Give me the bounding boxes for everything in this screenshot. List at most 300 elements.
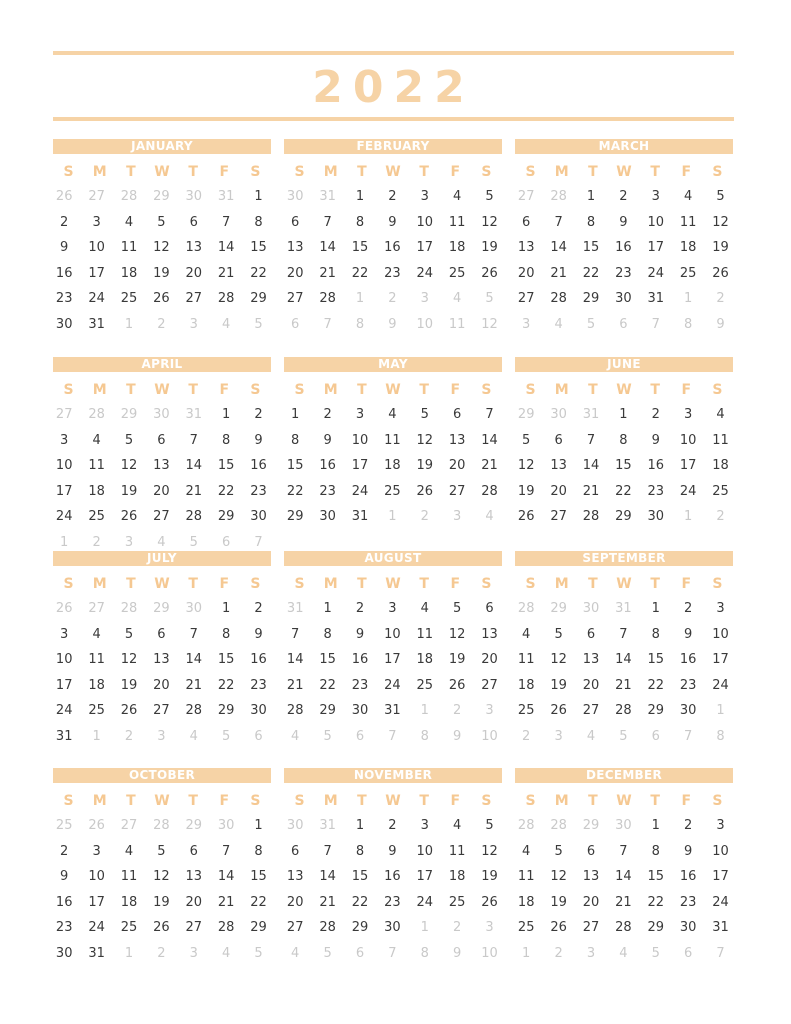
outside-day: 8 bbox=[420, 728, 429, 744]
day-cell: 7 bbox=[586, 432, 596, 448]
day-cell: 8 bbox=[355, 843, 365, 859]
outside-day: 29 bbox=[153, 601, 170, 616]
day-grid bbox=[48, 596, 275, 750]
day-cell: 3 bbox=[716, 601, 725, 616]
day-cell: 3 bbox=[684, 407, 693, 422]
outside-day: 5 bbox=[651, 945, 660, 961]
weekday-label: T bbox=[357, 793, 367, 809]
day-cell: 6 bbox=[157, 626, 166, 642]
month-february bbox=[284, 139, 502, 338]
outside-day: 6 bbox=[355, 728, 365, 744]
day-cell: 9 bbox=[619, 214, 628, 230]
day-cell: 5 bbox=[522, 432, 531, 448]
day-cell: 11 bbox=[712, 432, 729, 448]
day-cell: 30 bbox=[351, 703, 369, 719]
day-cell: 29 bbox=[250, 920, 267, 936]
day-cell: 24 bbox=[88, 291, 105, 307]
day-cell: 11 bbox=[679, 214, 697, 230]
day-cell: 19 bbox=[448, 652, 466, 668]
day-cell: 22 bbox=[647, 677, 665, 693]
day-cell: 27 bbox=[582, 920, 600, 936]
month-june bbox=[515, 357, 733, 530]
weekday-label: M bbox=[323, 382, 338, 398]
day-cell: 30 bbox=[250, 509, 267, 525]
weekday-label: T bbox=[588, 793, 598, 809]
day-cell: 21 bbox=[615, 677, 632, 693]
weekday-label: T bbox=[188, 164, 198, 180]
weekday-label: M bbox=[554, 382, 569, 398]
day-cell: 27 bbox=[286, 920, 304, 936]
day-cell: 3 bbox=[60, 626, 69, 642]
day-cell: 11 bbox=[517, 869, 535, 885]
day-cell: 22 bbox=[615, 483, 632, 499]
day-cell: 27 bbox=[286, 291, 304, 307]
day-cell: 5 bbox=[716, 189, 725, 204]
day-cell: 14 bbox=[615, 869, 632, 885]
day-cell: 7 bbox=[554, 214, 563, 230]
outside-day: 2 bbox=[388, 291, 397, 307]
day-cell: 25 bbox=[384, 483, 401, 499]
outside-day: 4 bbox=[222, 316, 231, 332]
day-cell: 20 bbox=[517, 265, 535, 281]
weekday-label: W bbox=[385, 576, 401, 592]
day-cell: 28 bbox=[615, 703, 632, 719]
weekday-label: F bbox=[219, 793, 230, 809]
day-cell: 15 bbox=[286, 458, 304, 474]
day-cell: 9 bbox=[60, 869, 69, 885]
outside-day: 31 bbox=[217, 189, 235, 204]
outside-day: 3 bbox=[554, 728, 563, 744]
month-may bbox=[284, 357, 502, 530]
day-cell: 14 bbox=[185, 458, 203, 474]
day-cell: 19 bbox=[550, 677, 567, 693]
day-cell: 7 bbox=[323, 214, 332, 230]
weekday-label: S bbox=[481, 576, 492, 592]
day-cell: 17 bbox=[712, 869, 729, 885]
day-cell: 6 bbox=[522, 214, 531, 230]
day-cell: 20 bbox=[185, 265, 203, 281]
page-title: 2022 bbox=[312, 62, 475, 113]
day-cell: 2 bbox=[684, 818, 693, 833]
day-cell: 18 bbox=[517, 677, 535, 693]
day-cell: 4 bbox=[124, 843, 134, 859]
day-cell: 26 bbox=[481, 894, 498, 910]
day-cell: 14 bbox=[217, 240, 235, 256]
day-cell: 31 bbox=[647, 291, 665, 307]
outside-day: 4 bbox=[189, 728, 198, 744]
day-cell: 24 bbox=[416, 265, 434, 281]
day-cell: 3 bbox=[651, 189, 660, 204]
day-cell: 28 bbox=[217, 920, 235, 936]
day-cell: 2 bbox=[355, 601, 365, 616]
day-cell: 14 bbox=[582, 458, 600, 474]
day-cell: 28 bbox=[319, 920, 336, 936]
day-cell: 8 bbox=[254, 214, 263, 230]
outside-day: 7 bbox=[323, 316, 332, 332]
month-april bbox=[53, 357, 271, 556]
weekday-row bbox=[515, 793, 733, 809]
outside-day: 28 bbox=[120, 189, 138, 204]
day-cell: 18 bbox=[448, 869, 466, 885]
outside-day: 10 bbox=[481, 945, 498, 961]
day-cell: 22 bbox=[217, 483, 235, 499]
weekday-label: T bbox=[588, 382, 598, 398]
weekday-row bbox=[53, 164, 271, 180]
outside-day: 28 bbox=[517, 601, 535, 616]
outside-day: 3 bbox=[189, 945, 198, 961]
weekday-label: F bbox=[219, 164, 230, 180]
weekday-label: F bbox=[219, 382, 230, 398]
day-cell: 14 bbox=[217, 869, 235, 885]
day-cell: 19 bbox=[416, 458, 434, 474]
day-cell: 26 bbox=[550, 920, 567, 936]
outside-day: 7 bbox=[388, 945, 397, 961]
day-cell: 21 bbox=[217, 894, 235, 910]
day-cell: 25 bbox=[517, 920, 535, 936]
day-cell: 17 bbox=[679, 458, 697, 474]
day-cell: 17 bbox=[88, 265, 105, 281]
day-cell: 23 bbox=[384, 265, 401, 281]
month-header: MARCH bbox=[515, 139, 733, 154]
day-cell: 15 bbox=[351, 240, 369, 256]
day-cell: 31 bbox=[384, 703, 401, 719]
day-cell: 24 bbox=[647, 265, 665, 281]
day-cell: 1 bbox=[254, 818, 263, 833]
day-cell: 14 bbox=[615, 652, 632, 668]
day-cell: 7 bbox=[619, 843, 628, 859]
day-cell: 23 bbox=[250, 483, 267, 499]
day-cell: 2 bbox=[60, 843, 69, 859]
outside-day: 30 bbox=[582, 601, 600, 616]
day-cell: 24 bbox=[88, 920, 105, 936]
weekday-label: S bbox=[712, 382, 723, 398]
month-july bbox=[53, 551, 271, 750]
outside-day: 5 bbox=[323, 945, 332, 961]
outside-day: 6 bbox=[355, 945, 365, 961]
weekday-label: F bbox=[681, 793, 692, 809]
weekday-label: T bbox=[126, 576, 136, 592]
day-cell: 11 bbox=[120, 240, 138, 256]
outside-day: 4 bbox=[291, 945, 300, 961]
day-cell: 15 bbox=[319, 652, 336, 668]
day-cell: 5 bbox=[485, 818, 494, 833]
outside-day: 6 bbox=[684, 945, 693, 961]
outside-day: 2 bbox=[157, 316, 166, 332]
outside-day: 7 bbox=[684, 728, 693, 744]
weekday-row bbox=[515, 576, 733, 592]
month-header: APRIL bbox=[53, 357, 271, 372]
day-cell: 5 bbox=[124, 626, 134, 642]
day-cell: 28 bbox=[286, 703, 304, 719]
day-cell: 25 bbox=[120, 920, 138, 936]
weekday-label: W bbox=[616, 164, 632, 180]
weekday-row bbox=[53, 576, 271, 592]
day-cell: 7 bbox=[189, 432, 198, 448]
day-cell: 7 bbox=[323, 843, 332, 859]
day-cell: 4 bbox=[388, 407, 397, 422]
outside-day: 28 bbox=[517, 818, 535, 833]
weekday-label: S bbox=[481, 382, 492, 398]
outside-day: 30 bbox=[185, 601, 203, 616]
day-cell: 30 bbox=[679, 920, 697, 936]
day-cell: 26 bbox=[416, 483, 434, 499]
day-grid bbox=[510, 402, 737, 530]
day-cell: 31 bbox=[55, 728, 73, 744]
day-cell: 25 bbox=[88, 703, 105, 719]
month-november bbox=[284, 768, 502, 967]
weekday-label: W bbox=[616, 576, 632, 592]
day-cell: 12 bbox=[448, 626, 466, 642]
outside-day: 5 bbox=[222, 728, 231, 744]
outside-day: 4 bbox=[222, 945, 231, 961]
outside-day: 31 bbox=[582, 407, 600, 422]
day-cell: 11 bbox=[416, 626, 434, 642]
day-cell: 6 bbox=[485, 601, 494, 616]
bottom-divider bbox=[53, 117, 734, 121]
outside-day: 5 bbox=[189, 534, 198, 550]
outside-day: 3 bbox=[522, 316, 531, 332]
outside-day: 8 bbox=[355, 316, 365, 332]
outside-day: 1 bbox=[124, 316, 134, 332]
day-cell: 27 bbox=[185, 291, 203, 307]
day-cell: 5 bbox=[420, 407, 429, 422]
weekday-row bbox=[53, 382, 271, 398]
day-cell: 23 bbox=[351, 677, 369, 693]
day-cell: 29 bbox=[217, 509, 235, 525]
day-cell: 24 bbox=[55, 703, 73, 719]
weekday-label: M bbox=[323, 793, 338, 809]
day-cell: 17 bbox=[712, 652, 729, 668]
day-cell: 15 bbox=[582, 240, 600, 256]
day-cell: 16 bbox=[250, 458, 267, 474]
day-cell: 24 bbox=[679, 483, 697, 499]
day-cell: 9 bbox=[355, 626, 365, 642]
outside-day: 8 bbox=[716, 728, 725, 744]
day-cell: 17 bbox=[351, 458, 369, 474]
day-cell: 9 bbox=[651, 432, 660, 448]
outside-day: 27 bbox=[517, 189, 535, 204]
day-cell: 12 bbox=[120, 458, 138, 474]
day-cell: 7 bbox=[619, 626, 628, 642]
day-cell: 18 bbox=[712, 458, 729, 474]
day-cell: 25 bbox=[517, 703, 535, 719]
day-cell: 18 bbox=[517, 894, 535, 910]
day-cell: 25 bbox=[712, 483, 729, 499]
day-cell: 5 bbox=[157, 843, 166, 859]
weekday-row bbox=[53, 793, 271, 809]
outside-day: 2 bbox=[124, 728, 134, 744]
weekday-row bbox=[284, 793, 502, 809]
day-cell: 21 bbox=[319, 894, 336, 910]
day-cell: 28 bbox=[550, 291, 567, 307]
day-cell: 12 bbox=[550, 652, 567, 668]
weekday-label: T bbox=[188, 793, 198, 809]
outside-day: 4 bbox=[554, 316, 563, 332]
day-cell: 22 bbox=[351, 894, 369, 910]
day-cell: 14 bbox=[319, 240, 336, 256]
day-cell: 4 bbox=[522, 843, 531, 859]
outside-day: 7 bbox=[254, 534, 263, 550]
weekday-label: S bbox=[294, 576, 305, 592]
day-cell: 8 bbox=[222, 432, 231, 448]
day-cell: 9 bbox=[684, 626, 693, 642]
day-cell: 21 bbox=[286, 677, 304, 693]
month-header: SEPTEMBER bbox=[515, 551, 733, 566]
month-september bbox=[515, 551, 733, 750]
day-cell: 22 bbox=[250, 894, 267, 910]
day-cell: 12 bbox=[153, 869, 170, 885]
day-cell: 17 bbox=[647, 240, 665, 256]
day-cell: 16 bbox=[384, 240, 401, 256]
day-cell: 22 bbox=[319, 677, 336, 693]
weekday-label: T bbox=[126, 164, 136, 180]
day-cell: 28 bbox=[185, 703, 203, 719]
day-cell: 8 bbox=[323, 626, 332, 642]
weekday-label: S bbox=[63, 793, 74, 809]
day-cell: 4 bbox=[522, 626, 531, 642]
weekday-label: T bbox=[419, 576, 429, 592]
day-cell: 22 bbox=[582, 265, 600, 281]
outside-day: 26 bbox=[55, 601, 73, 616]
day-cell: 3 bbox=[388, 601, 397, 616]
day-cell: 21 bbox=[615, 894, 632, 910]
month-header: JUNE bbox=[515, 357, 733, 372]
day-cell: 17 bbox=[55, 483, 73, 499]
weekday-label: S bbox=[712, 576, 723, 592]
day-cell: 6 bbox=[189, 214, 198, 230]
day-cell: 22 bbox=[250, 265, 267, 281]
day-cell: 9 bbox=[254, 626, 263, 642]
day-cell: 13 bbox=[550, 458, 567, 474]
outside-day: 31 bbox=[286, 601, 304, 616]
day-cell: 1 bbox=[222, 407, 231, 422]
day-cell: 18 bbox=[384, 458, 401, 474]
day-cell: 1 bbox=[586, 189, 596, 204]
day-cell: 1 bbox=[651, 601, 660, 616]
day-cell: 13 bbox=[286, 869, 304, 885]
weekday-label: S bbox=[250, 793, 261, 809]
day-cell: 27 bbox=[153, 703, 170, 719]
weekday-label: M bbox=[92, 576, 107, 592]
day-cell: 20 bbox=[582, 677, 600, 693]
day-cell: 5 bbox=[554, 843, 563, 859]
day-cell: 20 bbox=[185, 894, 203, 910]
day-cell: 4 bbox=[92, 626, 101, 642]
day-cell: 10 bbox=[88, 869, 105, 885]
weekday-label: S bbox=[525, 382, 536, 398]
day-cell: 17 bbox=[88, 894, 105, 910]
outside-day: 1 bbox=[684, 509, 693, 525]
outside-day: 6 bbox=[619, 316, 628, 332]
day-cell: 27 bbox=[550, 509, 567, 525]
outside-day: 4 bbox=[586, 728, 596, 744]
outside-day: 8 bbox=[684, 316, 693, 332]
weekday-label: F bbox=[450, 576, 461, 592]
day-cell: 10 bbox=[416, 843, 434, 859]
day-cell: 27 bbox=[481, 677, 498, 693]
outside-day: 3 bbox=[189, 316, 198, 332]
weekday-label: M bbox=[323, 576, 338, 592]
day-cell: 26 bbox=[153, 291, 170, 307]
day-cell: 1 bbox=[355, 818, 365, 833]
day-cell: 1 bbox=[222, 601, 231, 616]
day-cell: 20 bbox=[550, 483, 567, 499]
day-grid bbox=[279, 813, 506, 967]
day-cell: 6 bbox=[586, 626, 596, 642]
day-cell: 18 bbox=[88, 677, 105, 693]
weekday-label: S bbox=[712, 793, 723, 809]
month-header: JULY bbox=[53, 551, 271, 566]
outside-day: 5 bbox=[254, 945, 263, 961]
month-october bbox=[53, 768, 271, 967]
outside-day: 8 bbox=[420, 945, 429, 961]
day-cell: 5 bbox=[554, 626, 563, 642]
day-cell: 6 bbox=[586, 843, 596, 859]
day-cell: 20 bbox=[582, 894, 600, 910]
day-cell: 26 bbox=[712, 265, 729, 281]
day-cell: 17 bbox=[416, 869, 434, 885]
day-cell: 24 bbox=[712, 677, 729, 693]
day-cell: 4 bbox=[124, 214, 134, 230]
day-cell: 1 bbox=[254, 189, 263, 204]
day-cell: 13 bbox=[185, 240, 203, 256]
day-cell: 1 bbox=[291, 407, 300, 422]
outside-day: 1 bbox=[124, 945, 134, 961]
day-cell: 8 bbox=[651, 626, 660, 642]
day-grid bbox=[48, 184, 275, 338]
day-cell: 10 bbox=[712, 626, 729, 642]
outside-day: 28 bbox=[153, 818, 170, 833]
outside-day: 3 bbox=[157, 728, 166, 744]
weekday-label: S bbox=[525, 164, 536, 180]
day-cell: 21 bbox=[319, 265, 336, 281]
day-cell: 13 bbox=[582, 652, 600, 668]
weekday-label: F bbox=[681, 382, 692, 398]
day-cell: 19 bbox=[120, 677, 138, 693]
weekday-label: W bbox=[154, 576, 170, 592]
day-cell: 11 bbox=[517, 652, 535, 668]
day-cell: 10 bbox=[88, 240, 105, 256]
day-cell: 8 bbox=[619, 432, 628, 448]
day-cell: 13 bbox=[582, 869, 600, 885]
day-cell: 27 bbox=[517, 291, 535, 307]
day-cell: 25 bbox=[679, 265, 697, 281]
weekday-label: M bbox=[554, 793, 569, 809]
day-cell: 11 bbox=[88, 458, 105, 474]
month-header: NOVEMBER bbox=[284, 768, 502, 783]
weekday-label: S bbox=[712, 164, 723, 180]
day-cell: 9 bbox=[323, 432, 332, 448]
day-cell: 30 bbox=[679, 703, 697, 719]
day-cell: 26 bbox=[120, 703, 138, 719]
day-cell: 8 bbox=[586, 214, 596, 230]
outside-day: 1 bbox=[420, 920, 429, 936]
top-divider bbox=[53, 51, 734, 55]
day-cell: 23 bbox=[319, 483, 336, 499]
weekday-label: S bbox=[294, 793, 305, 809]
day-cell: 29 bbox=[319, 703, 336, 719]
weekday-label: S bbox=[481, 164, 492, 180]
day-cell: 23 bbox=[55, 291, 73, 307]
outside-day: 1 bbox=[355, 291, 365, 307]
day-cell: 9 bbox=[254, 432, 263, 448]
outside-day: 4 bbox=[291, 728, 300, 744]
day-cell: 29 bbox=[217, 703, 235, 719]
day-cell: 15 bbox=[217, 652, 235, 668]
outside-day: 3 bbox=[485, 703, 494, 719]
day-cell: 20 bbox=[481, 652, 498, 668]
day-cell: 29 bbox=[351, 920, 369, 936]
